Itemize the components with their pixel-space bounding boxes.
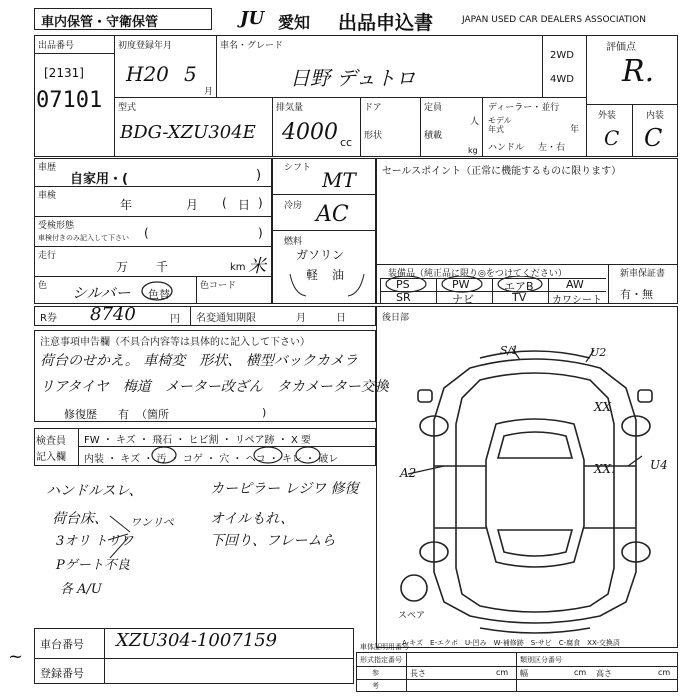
color-label: 色 — [38, 281, 48, 291]
diagram-mark-u2: U2 — [590, 346, 607, 359]
inspection-open: ( — [222, 196, 227, 210]
rken-unit: 円 — [170, 314, 180, 325]
ref-label-2: 考 — [372, 682, 379, 690]
repair-close: ) — [262, 406, 267, 419]
inspector-fw-row: FW ・ キズ ・ 飛石 ・ ヒビ割 ・ リペア跡 ・ X 要 — [84, 435, 312, 446]
chassis-label: 車台番号 — [40, 638, 84, 651]
interior-label: 内装 — [646, 111, 665, 121]
length-unit: cm — [496, 668, 509, 677]
rken-label: R券 — [40, 313, 57, 324]
repair-location: （箇所 — [136, 408, 169, 421]
storage-notice: 車内保管・守衛保管 — [41, 15, 159, 30]
height-unit: cm — [658, 668, 671, 677]
inspector-label2: 記入欄 — [36, 452, 66, 463]
rating-label: 評価点 — [606, 42, 636, 53]
equip-ps: PS — [396, 278, 410, 291]
capacity-unit: 人 — [470, 117, 480, 127]
drive-4wd: 4WD — [550, 74, 574, 85]
shift-value: MT — [322, 168, 356, 192]
repair-label: 修復歴 — [64, 408, 97, 421]
equip-navi: ナビ — [452, 293, 474, 306]
color-value: シルバー — [72, 284, 131, 302]
bottom-right-table — [356, 652, 678, 692]
insp-note-3b: 下回り、フレームら — [210, 533, 336, 549]
width-label: 幅 — [520, 669, 528, 678]
year-unit: 年 — [570, 125, 580, 135]
logo-mark: JU — [240, 8, 265, 29]
repair-has: 有 — [118, 408, 129, 421]
diagram-mark-xx2: XX. — [594, 462, 615, 476]
acceptance-note: 車検付きのみ記入して下さい — [38, 234, 129, 242]
equip-aw: AW — [566, 278, 584, 291]
model-label: 型式 — [118, 103, 137, 113]
door-label: ドア — [364, 103, 382, 113]
vehicle-diagram — [400, 340, 670, 640]
equip-tv: TV — [512, 291, 527, 304]
model-designation-label: 形式指定番号 — [360, 656, 402, 664]
acceptance-open: ( — [144, 226, 149, 240]
displacement-unit: cc — [340, 136, 353, 149]
equip-sr: SR — [396, 291, 411, 304]
equipment-circles — [380, 276, 608, 304]
rken-value: 8740 — [90, 304, 136, 325]
mileage-unit: km — [230, 262, 246, 273]
mileage-label: 走行 — [38, 251, 57, 261]
load-label: 積載 — [424, 131, 443, 141]
car-name-label: 車名・グレード — [220, 41, 284, 51]
damage-legend: A-キズ E-エクボ U-凹み W-補修跡 S-サビ C-腐食 XX-交換済 — [402, 639, 620, 647]
fuel-gasoline: ガソリン — [296, 248, 345, 262]
insp-note-1a: ハンドルスレ、 — [46, 483, 143, 499]
inspection-close: ) — [258, 196, 263, 210]
length-label: 長さ — [410, 669, 426, 678]
lot-number: 07101 — [36, 88, 103, 113]
inspector-circles — [150, 444, 350, 466]
insp-note-2c: オイルもれ、 — [210, 511, 295, 527]
insp-note-5: 各 A/U — [60, 582, 102, 597]
fuel-light: 軽 — [306, 268, 319, 282]
fuel-label: 燃料 — [284, 237, 303, 247]
inspection-month: 月 — [186, 198, 199, 212]
notes-label: 注意事項申告欄（不具合内容等は具体的に記入して下さい） — [40, 337, 310, 348]
registration-era-year: H20 — [126, 62, 169, 86]
model-value: BDG-XZU304E — [120, 122, 256, 143]
insp-bracket — [100, 510, 140, 570]
inspection-label: 車検 — [38, 191, 57, 201]
mileage-sen: 千 — [156, 260, 169, 274]
registration-label: 初度登録年月 — [118, 41, 173, 51]
diagram-mark-u4: U4 — [650, 458, 668, 472]
equipment-label: 装備品（純正品に限り◎をつけてください） — [388, 269, 567, 279]
shape-label: 形状 — [364, 131, 383, 141]
mileage-man: 万 — [116, 260, 129, 274]
equip-pw: PW — [452, 278, 470, 291]
insp-note-3a: 3オリ トリワ — [56, 534, 134, 549]
width-unit: cm — [574, 668, 587, 677]
acceptance-label: 受検形態 — [38, 221, 75, 231]
dealer-label: ディーラー・並行 — [488, 103, 560, 113]
inspection-day: 日 — [238, 198, 251, 212]
name-change-label: 名変通知期限 — [196, 313, 256, 324]
exterior-rating: C — [604, 126, 620, 150]
notes-line2: リアタイヤ 梅道 メーター改ざん タカメーター交換 — [40, 379, 389, 395]
capacity-label: 定員 — [424, 103, 443, 113]
lot-sub-number: [2131] — [44, 66, 84, 80]
notes-line1: 荷台のせかえ。 車椅変 形状、 横型バックカメラ — [40, 353, 358, 369]
after-damage-label: 後日部 — [382, 313, 410, 323]
name-change-month: 月 — [296, 313, 306, 324]
diagram-mark-a2: A2 — [400, 466, 417, 480]
lot-label: 出品番号 — [38, 41, 75, 51]
aircon-label: 冷房 — [284, 201, 303, 211]
new-warranty-label: 新車保証書 — [620, 269, 666, 279]
equip-kawaseat: カワシート — [552, 295, 602, 306]
fuel-oil: 油 — [332, 268, 345, 282]
mileage-mark: 米 — [248, 256, 266, 277]
repaint-circle — [140, 280, 174, 302]
storage-notice-box — [34, 8, 212, 30]
insp-note-4: Pゲート不良 — [56, 558, 130, 573]
insp-note-2b: ワンリペ — [130, 516, 174, 529]
displacement-label: 排気量 — [276, 103, 304, 113]
drive-2wd: 2WD — [550, 50, 574, 61]
spare-label: スペア — [398, 611, 426, 621]
acceptance-close: ) — [258, 226, 263, 240]
handle-options: 左・右 — [538, 143, 566, 153]
handle-label: ハンドル — [488, 143, 525, 153]
ref-label: 参 — [372, 669, 379, 677]
inspector-label1: 検査員 — [36, 436, 66, 447]
association-name: JAPAN USED CAR DEALERS ASSOCIATION — [462, 15, 646, 25]
exterior-label: 外装 — [598, 111, 617, 121]
chassis-value: XZU304-1007159 — [116, 630, 278, 651]
color-repaint: 色替 — [148, 288, 170, 301]
cert-number-label: 車体証明用番号 — [360, 643, 409, 651]
diagram-mark-s1: S/1 — [500, 344, 519, 357]
form-title: 出品申込書 — [338, 12, 434, 34]
org-name: 愛知 — [278, 13, 311, 32]
name-change-day: 日 — [336, 313, 346, 324]
sales-point-label: セールスポイント（正常に機能するものに限ります） — [382, 166, 622, 177]
model-year-label: モデル年式 — [488, 116, 512, 134]
new-warranty-options: 有・無 — [620, 288, 653, 301]
registration-month: 5 — [184, 62, 197, 86]
history-label: 車歴 — [38, 163, 57, 173]
displacement-value: 4000 — [282, 120, 338, 145]
inspection-year: 年 — [120, 198, 133, 212]
height-label: 高さ — [596, 669, 612, 678]
equip-airbag: エアB — [504, 280, 534, 293]
aircon-value: AC — [316, 202, 349, 227]
margin-mark: ~ — [8, 646, 24, 667]
shift-label: シフト — [284, 163, 312, 173]
inspector-interior-row: 内装 ・ キズ ・ 汚 ・ コゲ ・ 穴 ・ ヘコ ・ キレ ・ 破レ — [84, 454, 339, 465]
color-code-label: 色コード — [200, 281, 237, 291]
logo-ju — [238, 10, 276, 30]
interior-rating: C — [644, 124, 663, 152]
diagram-mark-xx1: XX — [594, 400, 612, 414]
history-value: 自家用・( — [70, 172, 128, 187]
insp-note-2a: 荷台床、 — [52, 511, 108, 527]
classification-label: 類別区分番号 — [520, 656, 562, 664]
fuel-bracket — [286, 244, 370, 300]
insp-note-1b: カーピラー レジワ 修復 — [210, 481, 359, 497]
load-unit: kg — [468, 146, 478, 155]
registration-month-unit: 月 — [204, 87, 214, 97]
history-close: ) — [256, 168, 262, 183]
plate-label: 登録番号 — [40, 667, 84, 680]
car-name-value: 日野 デュトロ — [290, 66, 416, 90]
rating-value: R. — [622, 54, 655, 89]
